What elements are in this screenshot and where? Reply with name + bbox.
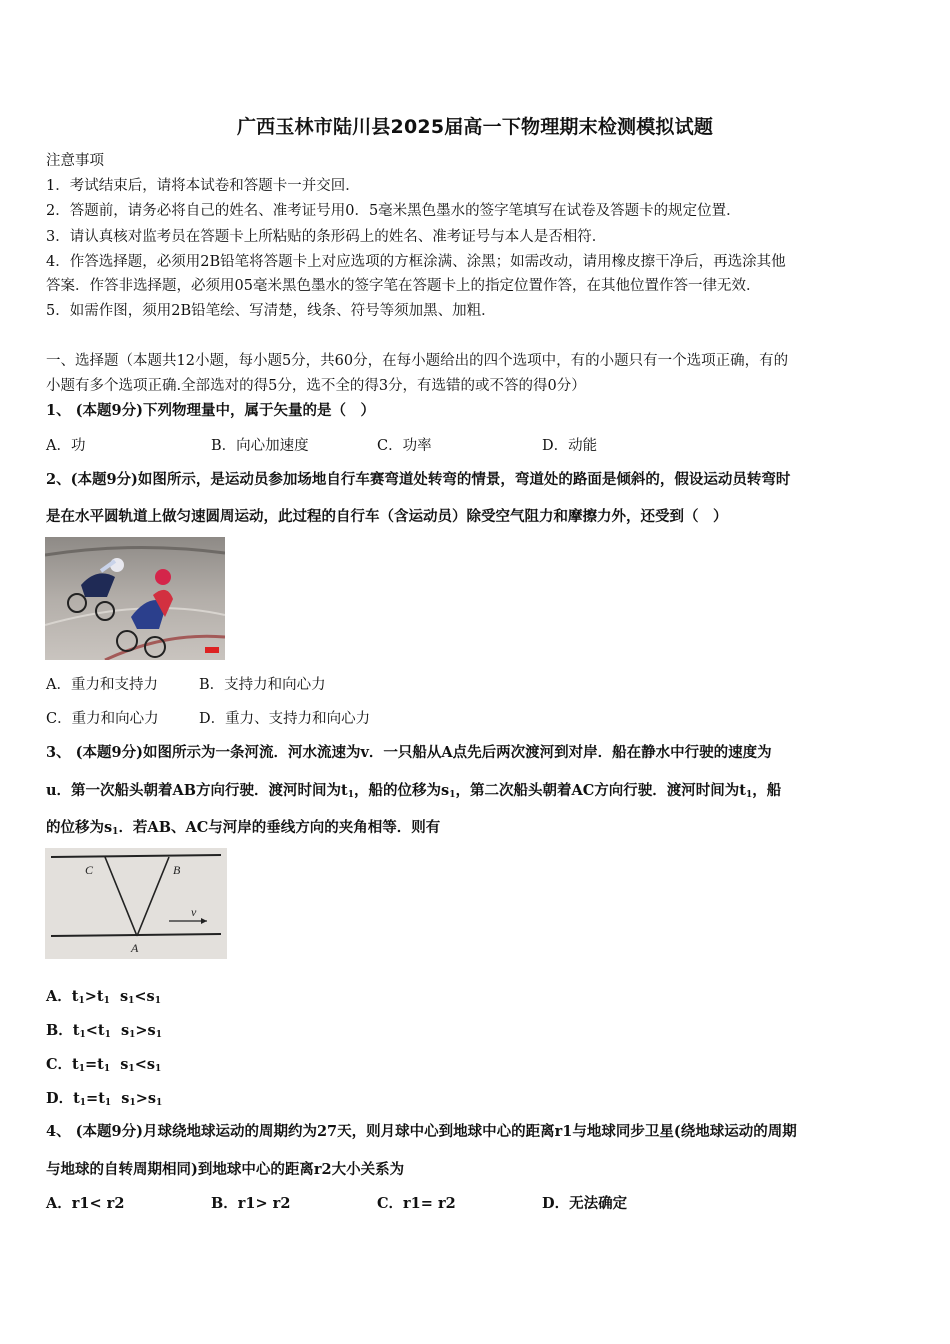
q2-option-d: D．重力、支持力和向心力 [199, 711, 371, 727]
question-3-stem: 的位移为$s_1$．若AB、AC与河岸的垂线方向的夹角相等．则有 [46, 819, 441, 837]
q3-option-b: B．$t_1<t_1$ $s_1>s_1$ [46, 1022, 162, 1040]
q2-option-c: C．重力和向心力 [46, 711, 159, 727]
q1-option-c: C．功率 [377, 438, 432, 454]
notice-item: 4．作答选择题，必须用2B铅笔将答题卡上对应选项的方框涂满、涂黑；如需改动，请用橡皮擦干净后，再选涂其他 [46, 254, 786, 270]
q4-option-a: A．r1< r2 [46, 1195, 125, 1212]
label-a: A [131, 941, 139, 955]
river-diagram [45, 848, 227, 959]
q1-option-a: A．功 [46, 438, 86, 454]
q2-option-b: B．支持力和向心力 [199, 677, 326, 693]
question-1-stem: 1、 (本题9分)下列物理量中，属于矢量的是（ ） [46, 402, 375, 419]
question-2-stem: 是在水平圆轨道上做匀速圆周运动，此过程的自行车（含运动员）除受空气阻力和摩擦力外，还受到（ ） [46, 508, 728, 525]
question-3-stem: u．第一次船头朝着AB方向行驶．渡河时间为$t_1$，船的位移为$s_1$，第二次船头朝着AC方向行驶．渡河时间为$t_1$，船 [46, 782, 782, 800]
notice-item: 3．请认真核对监考员在答题卡上所粘贴的条形码上的姓名、准考证号与本人是否相符． [46, 229, 607, 245]
q3-option-c: C．$t_1=t_1$ $s_1<s_1$ [46, 1056, 162, 1074]
q3-option-d: D．$t_1=t_1$ $s_1>s_1$ [46, 1090, 163, 1108]
q4-option-c: C．r1= r2 [377, 1195, 456, 1212]
label-c: C [85, 863, 94, 877]
q1-option-b: B．向心加速度 [211, 438, 309, 454]
label-b: B [173, 863, 181, 877]
question-4-stem: 4、 (本题9分)月球绕地球运动的周期约为27天，则月球中心到地球中心的距离r1与地球同步卫星(绕地球运动的周期 [46, 1123, 797, 1140]
notice-heading: 注意事项 [46, 153, 104, 169]
q2-option-a: A．重力和支持力 [46, 677, 158, 693]
question-3-stem: 3、 (本题9分)如图所示为一条河流．河水流速为v．一只船从A点先后两次渡河到对岸．船在静水中行驶的速度为 [46, 744, 772, 761]
q4-option-d: D．无法确定 [542, 1195, 628, 1212]
section-header: 小题有多个选项正确.全部选对的得5分，选不全的得3分，有选错的或不答的得0分） [46, 378, 586, 394]
river-diagram-svg [45, 848, 227, 959]
notice-item: 1．考试结束后，请将本试卷和答题卡一并交回． [46, 178, 360, 194]
question-2-stem: 2、(本题9分)如图所示，是运动员参加场地自行车赛弯道处转弯的情景，弯道处的路面是倾斜的，假设运动员转弯时 [46, 471, 791, 488]
q3-option-a: A．$t_1>t_1$ $s_1<s_1$ [46, 988, 161, 1006]
notice-item: 答案．作答非选择题，必须用05毫米黑色墨水的签字笔在答题卡上的指定位置作答，在其他位置作答一律无效． [46, 278, 761, 294]
question-4-stem: 与地球的自转周期相同)到地球中心的距离r2大小关系为 [46, 1161, 405, 1178]
q1-option-d: D．动能 [542, 438, 598, 454]
notice-item: 2．答题前，请务必将自己的姓名、准考证号用0．5毫米黑色墨水的签字笔填写在试卷及答题卡的规定位置． [46, 203, 741, 219]
label-v: v [191, 905, 197, 919]
page-title: 广西玉林市陆川县2025届高一下物理期末检测模拟试题 [236, 116, 714, 138]
notice-item: 5．如需作图，须用2B铅笔绘、写清楚，线条、符号等须加黑、加粗． [46, 303, 496, 319]
q4-option-b: B．r1> r2 [211, 1195, 291, 1212]
cycling-photo-illustration [45, 537, 225, 660]
section-header: 一、选择题（本题共12小题，每小题5分，共60分，在每小题给出的四个选项中，有的小题只有一个选项正确，有的 [46, 353, 789, 369]
cycling-photo [45, 537, 225, 660]
